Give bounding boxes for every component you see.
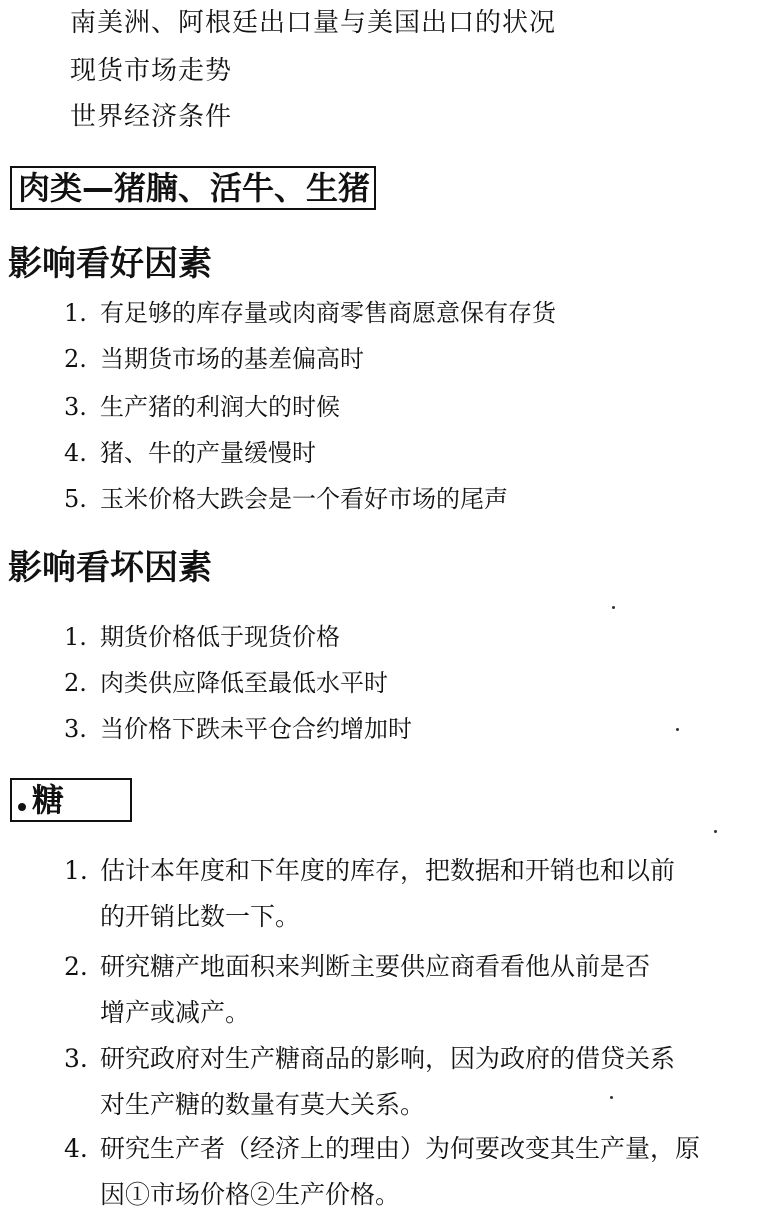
list-item-number: 5. [64,485,87,513]
list-item-number: 3. [64,1044,88,1073]
list-item-number: 1. [64,623,87,651]
list-item-text: 研究生产者（经济上的理由）为何要改变其生产量，原 [100,1134,701,1163]
list-item-number: 3. [64,393,87,421]
list-item [64,714,412,744]
list-item [64,1126,744,1218]
section-title-sugar-text: 糖 [32,781,65,819]
list-item [64,484,508,514]
bullish-factors-heading: 影响看好因素 [8,244,212,284]
list-item-number: 2. [64,345,87,373]
bullet-dot-icon [18,803,26,811]
list-item-number: 4. [64,439,87,467]
list-item-text: 研究糖产地面积来判断主要供应商看看他从前是否 [100,952,651,981]
scan-speck [676,728,679,731]
list-item [64,1036,744,1128]
list-item-text-continued: 对生产糖的数量有莫大关系。 [100,1090,426,1119]
list-item-number: 4. [64,1134,88,1163]
list-item-text: 当期货市场的基差偏高时 [100,345,364,373]
list-item [64,392,340,422]
bearish-factors-heading: 影响看坏因素 [8,548,212,588]
list-item-text: 肉类供应降低至最低水平时 [100,669,388,697]
list-item-text-continued: 因①市场价格②生产价格。 [100,1180,401,1209]
top-item: 南美洲、阿根廷出口量与美国出口的状况 [70,8,557,38]
list-item-text: 玉米价格大跌会是一个看好市场的尾声 [100,485,508,513]
list-item-text: 当价格下跌未平仓合约增加时 [100,715,412,743]
list-item-text: 猪、牛的产量缓慢时 [100,439,316,467]
list-item-text: 研究政府对生产糖商品的影响，因为政府的借贷关系 [100,1044,676,1073]
list-item-number: 1. [64,299,87,327]
list-item-number: 2. [64,669,87,697]
section-title-meat: 肉类—猪腩、活牛、生猪 [10,166,376,210]
list-item [64,668,388,698]
top-item: 世界经济条件 [70,102,233,132]
list-item-text-continued: 增产或减产。 [100,998,251,1027]
list-item-text: 估计本年度和下年度的库存，把数据和开销也和以前 [100,856,676,885]
list-item-number: 2. [64,952,88,981]
top-item: 现货市场走势 [70,56,233,86]
list-item-text: 生产猪的利润大的时候 [100,393,340,421]
list-item-number: 1. [64,856,88,885]
list-item-text-continued: 的开销比数一下。 [100,902,301,931]
section-title-sugar [10,778,132,822]
list-item [64,848,744,940]
list-item [64,944,744,1036]
scan-speck [612,606,615,609]
list-item-number: 3. [64,715,87,743]
list-item [64,344,364,374]
scan-speck [714,830,717,833]
list-item [64,622,340,652]
list-item [64,438,316,468]
list-item-text: 期货价格低于现货价格 [100,623,340,651]
list-item-text: 有足够的库存量或肉商零售商愿意保有存货 [100,299,556,327]
list-item [64,298,556,328]
scan-speck [610,1096,613,1099]
